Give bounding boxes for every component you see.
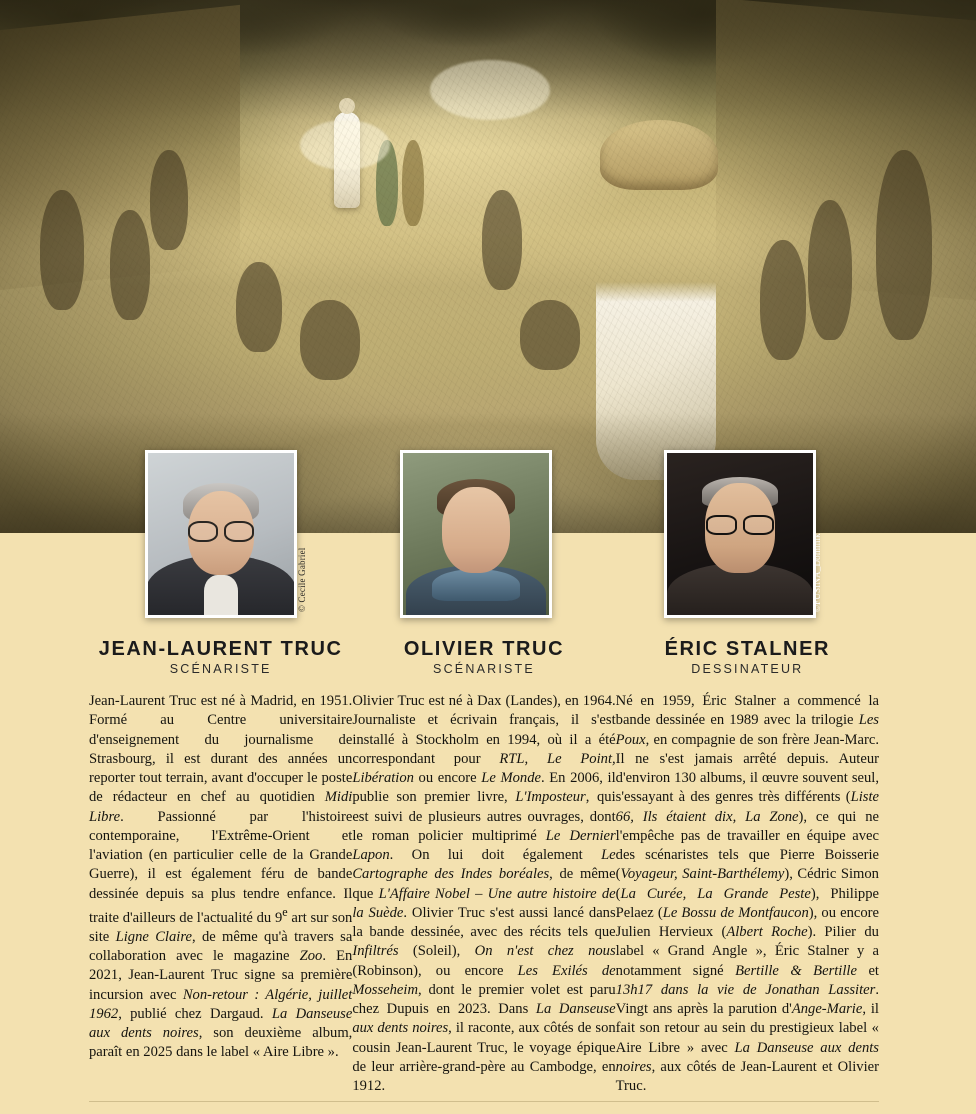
photo-credit-eric-stalner: ©FUSINA_Dominik	[811, 533, 822, 612]
portrait-frame-olivier-truc	[400, 450, 552, 618]
portrait-jean-laurent-truc	[145, 450, 297, 618]
author-column-olivier-truc	[352, 533, 615, 1114]
author-bio-eric-stalner: Né en 1959, Éric Stalner a commencé la bande dessinée en 1989 avec la trilogie Les Poux, en compagnie de son frère Jean-Marc. Il ne s'est jamais arrêté depuis. Auteur d'environ 130 albums, il œuvre souvent seul, s'essayant à des genres très différents (Liste 66, Ils étaient dix, La Zone), ce qui ne l'empêche pas de travailler en équipe avec des scénaristes tels que Pierre Boisserie (Voyageur, Saint-Barthélemy), Cédric Simon (La Curée, La Grande Peste), Philippe Pelaez (Le Bossu de Montfaucon), ou encore Julien Hervieux (Albert Roche). Pilier du label « Grand Angle », Éric Stalner y a notamment signé Bertille & Bertille et 13h17 dans la vie de Jonathan Lassiter. Vingt ans après la parution d'Ange-Marie, il fait son retour au sein du prestigieux label « Aire Libre » avec La Danseuse aux dents noires, aux côtés de Jean-Laurent et Olivier Truc.	[615, 693, 879, 1094]
photo-credit-jean-laurent-truc: © Cecile Gabriel	[297, 547, 307, 612]
author-role-eric-stalner: DESSINATEUR	[691, 662, 804, 676]
author-column-eric-stalner	[616, 533, 879, 1114]
portrait-frame-eric-stalner	[664, 450, 822, 618]
portrait-scarf	[432, 569, 520, 601]
author-role-olivier-truc: SCÉNARISTE	[433, 662, 535, 676]
portrait-face	[442, 487, 510, 573]
author-column-jean-laurent-truc	[89, 533, 352, 1114]
portrait-frame-jean-laurent-truc	[145, 450, 307, 618]
author-name-eric-stalner: ÉRIC STALNER	[664, 638, 831, 660]
portrait-olivier-truc	[400, 450, 552, 618]
glasses-icon	[188, 521, 254, 538]
portrait-eric-stalner	[664, 450, 816, 618]
authors-columns	[0, 533, 976, 1114]
bottom-divider	[89, 1101, 879, 1102]
author-bio-jean-laurent-truc: Jean-Laurent Truc est né à Madrid, en 1951. Formé au Centre universitaire d'enseignement du journalisme de Strasbourg, il est durant des années un reporter tout terrain, avant d'occuper le poste de rédacteur en chef au quotidien Midi Libre. Passionné par l'histoire contemporaine, l'Extrême-Orient et l'aviation (en particulier celle de la Grande Guerre), il est également féru de bande dessinée depuis sa plus tendre enfance. Il traite d'ailleurs de l'actualité du 9e art sur son site Ligne Claire, de même qu'à travers sa collaboration avec le magazine Zoo. En 2021, Jean-Laurent Truc signe sa première incursion avec Non-retour : Algérie, juillet 1962, publié chez Dargaud. La Danseuse aux dents noires, son deuxième album, paraît en 2025 dans le label « Aire Libre ».	[89, 693, 353, 1061]
author-role-jean-laurent-truc: SCÉNARISTE	[169, 662, 272, 676]
author-bio-olivier-truc: Olivier Truc est né à Dax (Landes), en 1964. Journaliste et écrivain français, il s'est installé à Stockholm en 1994, où il a été correspondant pour RTL, Le Point, Libération ou encore Le Monde. En 2006, il publie son premier livre, L'Imposteur, qui est suivi de plusieurs autres ouvrages, dont le roman policier multiprimé Le Dernier Lapon. On lui doit également Le Cartographe des Indes boréales, de même que L'Affaire Nobel – Une autre histoire de la Suède. Olivier Truc s'est aussi lancé dans la bande dessinée, avec des récits tels que Infiltrés (Soleil), On n'est chez nous (Robinson), ou encore Les Exilés de Mosseheim, dont le premier volet est paru chez Dupuis en 2023. Dans La Danseuse aux dents noires, il raconte, aux côtés de son cousin Jean-Laurent Truc, le voyage épique de leur arrière-grand-père au Cambodge, en 1912.	[352, 693, 616, 1094]
glasses-icon	[706, 515, 774, 531]
portrait-shirt	[204, 575, 238, 615]
author-name-olivier-truc: OLIVIER TRUC	[403, 638, 565, 660]
author-name-jean-laurent-truc: JEAN-LAURENT TRUC	[98, 638, 343, 660]
